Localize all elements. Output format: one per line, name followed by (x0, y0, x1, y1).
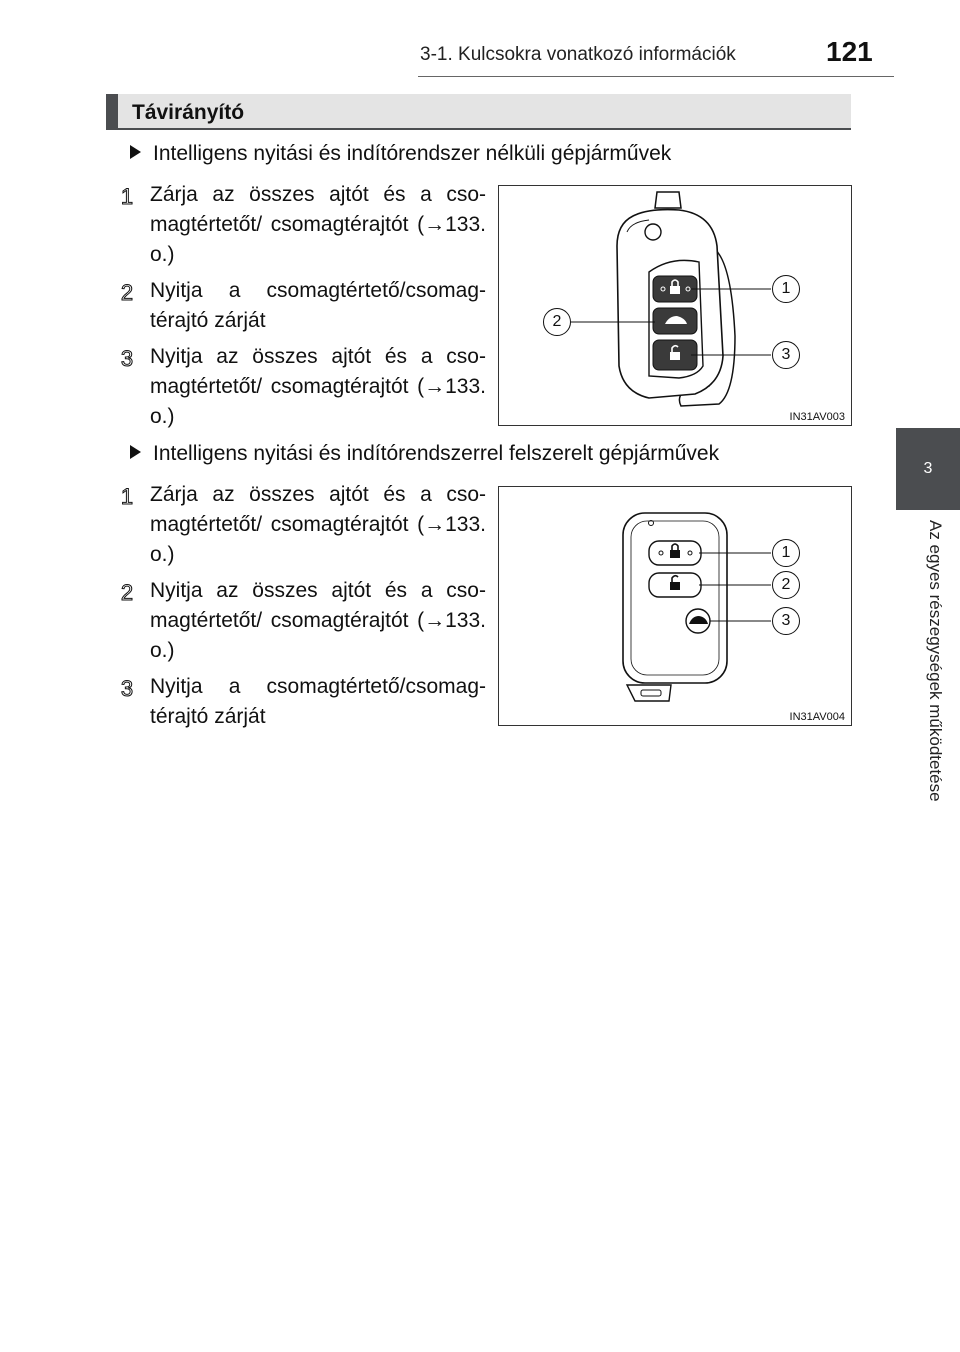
subheading-with-smart-entry (130, 442, 719, 466)
list-item (116, 342, 486, 432)
section-title: Távirányító (132, 101, 245, 124)
item-number: 1 (120, 484, 134, 509)
callout-2: 2 (543, 308, 571, 336)
flip-key-illustration (499, 186, 851, 425)
item-number: 1 (120, 184, 134, 209)
subheading-without-smart-entry (130, 142, 671, 166)
list-item (116, 480, 486, 570)
chapter-tab: 3 (896, 428, 960, 510)
callout-3: 3 (772, 341, 800, 369)
figure-smart-key (498, 486, 852, 726)
item-text: Zárja az összes ajtót és a csomagtértetőt/ csomagtérajtót (→133. o.) (150, 483, 486, 566)
smart-key-illustration (499, 487, 851, 725)
item-text: Nyitja az összes ajtót és a csomagtértetőt/ csomagtérajtót (→133. o.) (150, 345, 486, 428)
callout-1: 1 (772, 539, 800, 567)
figure-flip-key (498, 185, 852, 426)
header-divider (418, 76, 894, 77)
item-number: 3 (120, 346, 134, 371)
subheading-text: Intelligens nyitási és indítórendszerrel felszerelt gépjárművek (153, 442, 720, 465)
callout-1: 1 (772, 275, 800, 303)
list-item (116, 576, 486, 666)
item-number: 3 (120, 676, 134, 701)
item-text: Nyitja a csomagtértető/csomagtérajtó zárját (150, 279, 486, 332)
list-item (116, 276, 486, 336)
item-number: 2 (120, 580, 134, 605)
item-text: Zárja az összes ajtót és a csomagtértetőt/ csomagtérajtót (→133. o.) (150, 183, 486, 266)
callout-3: 3 (772, 607, 800, 635)
list-item (116, 180, 486, 270)
subheading-text: Intelligens nyitási és indítórendszer nélküli gépjárművek (153, 142, 672, 165)
triangle-bullet-icon (130, 445, 141, 459)
header-title: 3-1. Kulcsokra vonatkozó információk (420, 44, 736, 65)
list-item (116, 672, 486, 732)
figure-code: IN31AV004 (789, 711, 845, 723)
section-title-bar (106, 94, 851, 130)
callout-2: 2 (772, 571, 800, 599)
item-text: Nyitja az összes ajtót és a csomagtértetőt/ csomagtérajtót (→133. o.) (150, 579, 486, 662)
item-text: Nyitja a csomagtértető/csomagtérajtó zárját (150, 675, 486, 728)
figure-code: IN31AV003 (789, 411, 845, 423)
item-number: 2 (120, 280, 134, 305)
chapter-label: Az egyes részegységek működtetése (926, 520, 945, 802)
triangle-bullet-icon (130, 145, 141, 159)
page-number: 121 (826, 36, 873, 67)
